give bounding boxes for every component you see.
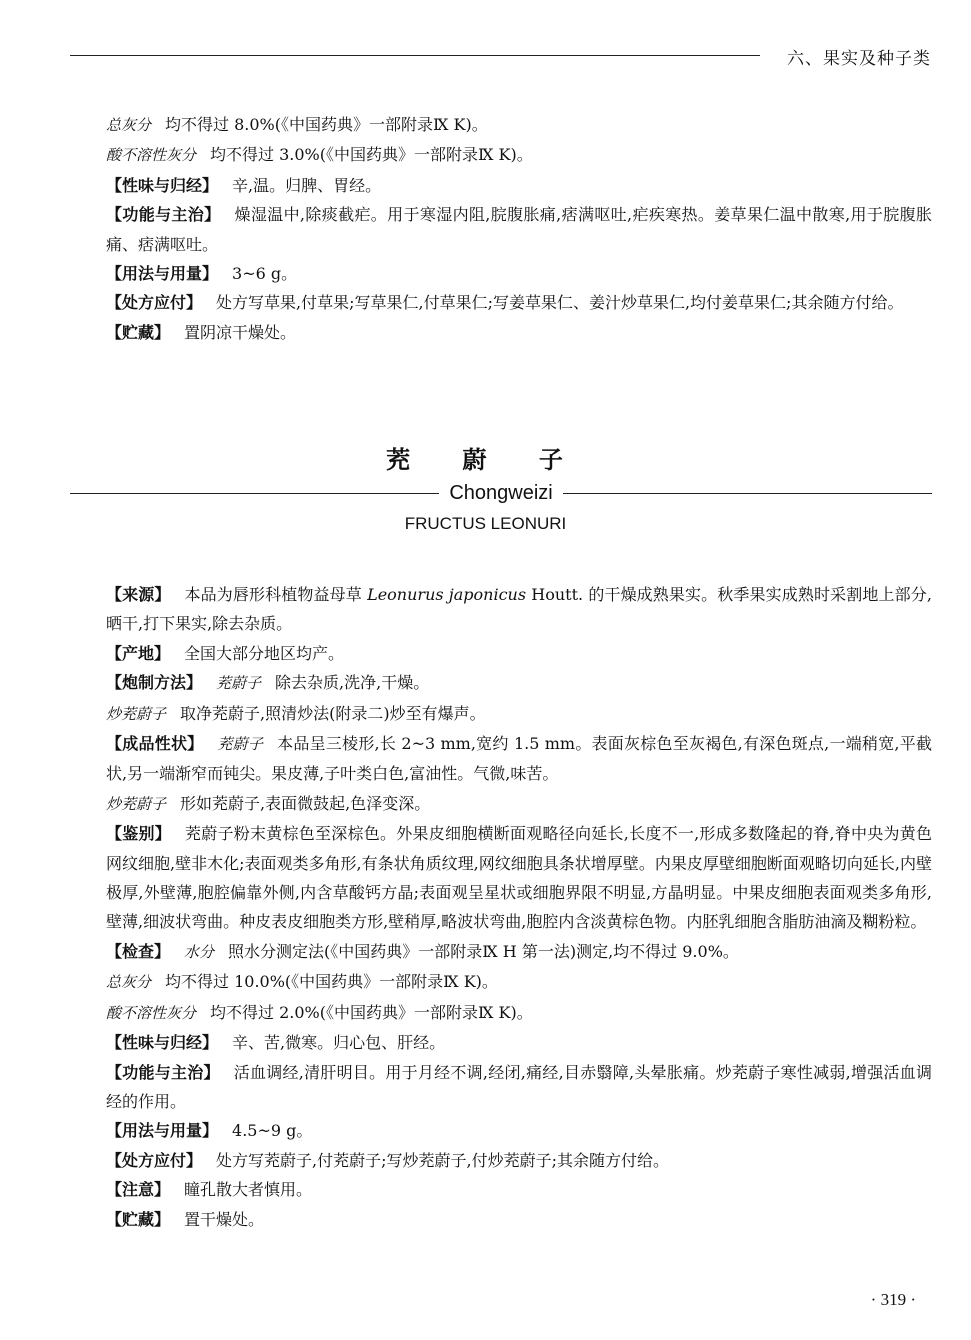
section-label: 【成品性状】 — [106, 734, 204, 754]
source-paragraph — [70, 580, 932, 639]
latin-name: FRUCTUS LEONURI — [404, 514, 567, 533]
text-line — [70, 1146, 932, 1175]
text-line — [70, 1028, 932, 1057]
section-label: 【处方应付】 — [106, 293, 203, 313]
text-line — [70, 789, 932, 819]
section-label: 【功能与主治】 — [106, 205, 221, 225]
text-line — [70, 200, 932, 259]
line-text: 3~6 g。 — [232, 264, 298, 284]
text-line — [70, 1205, 932, 1234]
subsection-label: 炒茺蔚子 — [106, 794, 167, 813]
pinyin-rule-left — [70, 493, 439, 494]
line-text: 辛,温。归脾、胃经。 — [232, 175, 382, 195]
source-text-before: 本品为唇形科植物益母草 — [184, 585, 368, 604]
text-line — [70, 967, 932, 997]
line-text: 均不得过 2.0%(《中国药典》一部附录Ⅸ K)。 — [210, 1002, 533, 1022]
text-line — [70, 668, 932, 698]
text-line — [70, 937, 932, 967]
section-label: 【功能与主治】 — [106, 1062, 220, 1082]
subsection-label: 酸不溶性灰分 — [106, 146, 197, 165]
subsection-label: 总灰分 — [106, 116, 152, 134]
pinyin-row — [70, 478, 932, 508]
subsection-label: 茺蔚子 — [217, 735, 264, 754]
line-text: 处方写草果,付草果;写草果仁,付草果仁;写姜草果仁、姜汁炒草果仁,均付姜草果仁;其余随方付给。 — [216, 293, 904, 313]
line-text: 本品呈三棱形,长 2~3 mm,宽约 1.5 mm。表面灰棕色至灰褐色,有深色斑点,一端稍宽,平截状,另一端渐窄而钝尖。果皮薄,子叶类白色,富油性。气微,味苦。 — [106, 734, 932, 784]
section-label: 【用法与用量】 — [106, 264, 219, 284]
pinyin-rule-right — [563, 493, 932, 494]
section-label: 【处方应付】 — [106, 1150, 203, 1170]
line-text: 全国大部分地区均产。 — [184, 643, 345, 663]
line-text: 取净茺蔚子,照清炒法(附录二)炒至有爆声。 — [180, 703, 486, 723]
monograph-title: 茺 蔚 子 — [386, 446, 585, 474]
section-label: 【用法与用量】 — [106, 1121, 219, 1141]
text-line — [70, 699, 932, 729]
source-text-after: Houtt. 的干燥成熟果实。秋季果实成熟时采割地上部分,晒干,打下果实,除去杂质。 — [106, 585, 932, 634]
line-text: 置干燥处。 — [184, 1209, 265, 1229]
section-label: 【产地】 — [106, 643, 171, 663]
scientific-name: Leonurus japonicus — [367, 585, 527, 604]
text-line — [70, 1058, 932, 1117]
text-line — [70, 1175, 932, 1204]
section-label: 【注意】 — [106, 1180, 171, 1200]
line-text: 均不得过 3.0%(《中国药典》一部附录Ⅸ K)。 — [210, 145, 533, 165]
text-line — [70, 259, 932, 288]
previous-entry-continuation — [70, 110, 932, 347]
subsection-label: 酸不溶性灰分 — [106, 1003, 197, 1022]
subsection-label: 茺蔚子 — [216, 674, 262, 693]
text-line — [70, 110, 932, 140]
text-line — [70, 819, 932, 937]
line-text: 均不得过 8.0%(《中国药典》一部附录Ⅸ K)。 — [165, 115, 488, 134]
pinyin-name: Chongweizi — [449, 481, 553, 504]
section-label: 【来源】 — [106, 585, 171, 604]
line-text: 活血调经,清肝明目。用于月经不调,经闭,痛经,目赤翳障,头晕胀痛。炒茺蔚子寒性减弱,增强活血调经的作用。 — [106, 1062, 932, 1111]
text-line — [70, 729, 932, 789]
text-line — [70, 639, 932, 668]
entry-lines — [70, 639, 932, 1234]
subsection-label: 炒茺蔚子 — [106, 704, 167, 723]
header-rule — [70, 55, 760, 56]
text-line — [70, 318, 932, 347]
section-label: 【性味与归经】 — [106, 175, 219, 195]
line-text: 除去杂质,洗净,干燥。 — [275, 673, 430, 693]
line-text: 处方写茺蔚子,付茺蔚子;写炒茺蔚子,付炒茺蔚子;其余随方付给。 — [216, 1150, 669, 1170]
text-line — [70, 998, 932, 1028]
section-label: 【性味与归经】 — [106, 1033, 219, 1053]
line-text: 辛、苦,微寒。归心包、肝经。 — [232, 1033, 446, 1053]
monograph-body — [70, 580, 932, 1234]
line-text: 均不得过 10.0%(《中国药典》一部附录Ⅸ K)。 — [165, 972, 498, 992]
subsection-label: 水分 — [184, 942, 215, 961]
section-label: 【贮藏】 — [106, 322, 171, 342]
section-label: 【贮藏】 — [106, 1209, 171, 1229]
line-text: 茺蔚子粉末黄棕色至深棕色。外果皮细胞横断面观略径向延长,长度不一,形成多数隆起的脊,脊中央为黄色网纹细胞,壁非木化;表面观类多角形,有条状角质纹理,网纹细胞具条状增厚壁。内果皮厚壁细胞断面观略切向延长,内壁极厚,外壁薄,胞腔偏靠外侧,内含草酸钙方晶;表面观呈星状或细胞界限不明显,方晶明显。中果皮细胞表面观类多角形,壁薄,细波状弯曲。种皮表皮细胞类方形,壁稍厚,略波状弯曲,胞腔内含淡黄棕色物。内胚乳细胞含脂肪油滴及糊粉粒。 — [106, 824, 932, 932]
subsection-label: 总灰分 — [106, 973, 152, 992]
text-line — [70, 288, 932, 317]
text-line — [70, 1116, 932, 1145]
section-label: 【检查】 — [106, 941, 171, 961]
line-text: 照水分测定法(《中国药典》一部附录Ⅸ H 第一法)测定,均不得过 9.0%。 — [228, 941, 739, 961]
line-text: 置阴凉干燥处。 — [184, 322, 297, 342]
line-text: 形如茺蔚子,表面微鼓起,色泽变深。 — [180, 793, 431, 813]
line-text: 燥湿温中,除痰截疟。用于寒湿内阻,脘腹胀痛,痞满呕吐,疟疾寒热。姜草果仁温中散寒,用于脘腹胀痛、痞满呕吐。 — [106, 205, 932, 254]
section-label: 【鉴别】 — [106, 824, 171, 844]
line-text: 4.5~9 g。 — [232, 1121, 313, 1141]
line-text: 瞳孔散大者慎用。 — [184, 1180, 313, 1200]
text-line — [70, 140, 932, 170]
section-label: 【炮制方法】 — [106, 673, 203, 693]
page-number: · 319 · — [870, 1290, 916, 1309]
running-header: 六、果实及种子类 — [787, 49, 931, 69]
text-line — [70, 171, 932, 200]
